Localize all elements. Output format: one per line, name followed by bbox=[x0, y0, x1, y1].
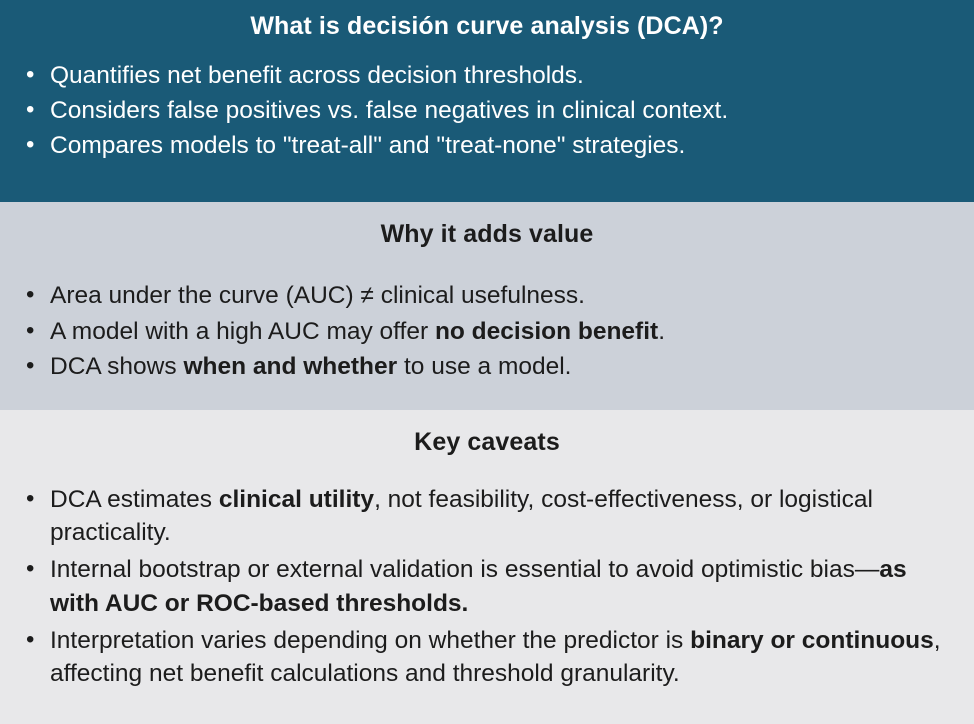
list-item: • Internal bootstrap or external validation is essential to avoid optimistic bias—as with AUC or ROC-based thresholds. bbox=[14, 553, 960, 620]
list-item: • Considers false positives vs. false negatives in clinical context. bbox=[14, 94, 960, 127]
section-caveats-title: Key caveats bbox=[414, 428, 560, 456]
section-why-it-adds-value bbox=[0, 202, 974, 410]
section-intro bbox=[0, 0, 974, 202]
list-item: • Interpretation varies depending on whether the predictor is binary or continuous, affecting net benefit calculations and threshold granularity. bbox=[14, 624, 960, 691]
list-item: • DCA shows when and whether to use a model. bbox=[14, 350, 960, 384]
section-caveats-bullet-list bbox=[14, 483, 960, 691]
section-key-caveats bbox=[0, 410, 974, 724]
list-item: • Compares models to "treat-all" and "treat-none" strategies. bbox=[14, 129, 960, 162]
list-item: • DCA estimates clinical utility, not feasibility, cost-effectiveness, or logistical practicality. bbox=[14, 483, 960, 550]
section-intro-bullet-list bbox=[14, 59, 960, 163]
list-item: • A model with a high AUC may offer no decision benefit. bbox=[14, 315, 960, 349]
section-intro-title: What is decisión curve analysis (DCA)? bbox=[250, 12, 724, 40]
section-value-bullet-list bbox=[14, 279, 960, 384]
section-value-title: Why it adds value bbox=[380, 220, 594, 248]
list-item: • Area under the curve (AUC) ≠ clinical usefulness. bbox=[14, 279, 960, 313]
list-item: • Quantifies net benefit across decision thresholds. bbox=[14, 59, 960, 92]
